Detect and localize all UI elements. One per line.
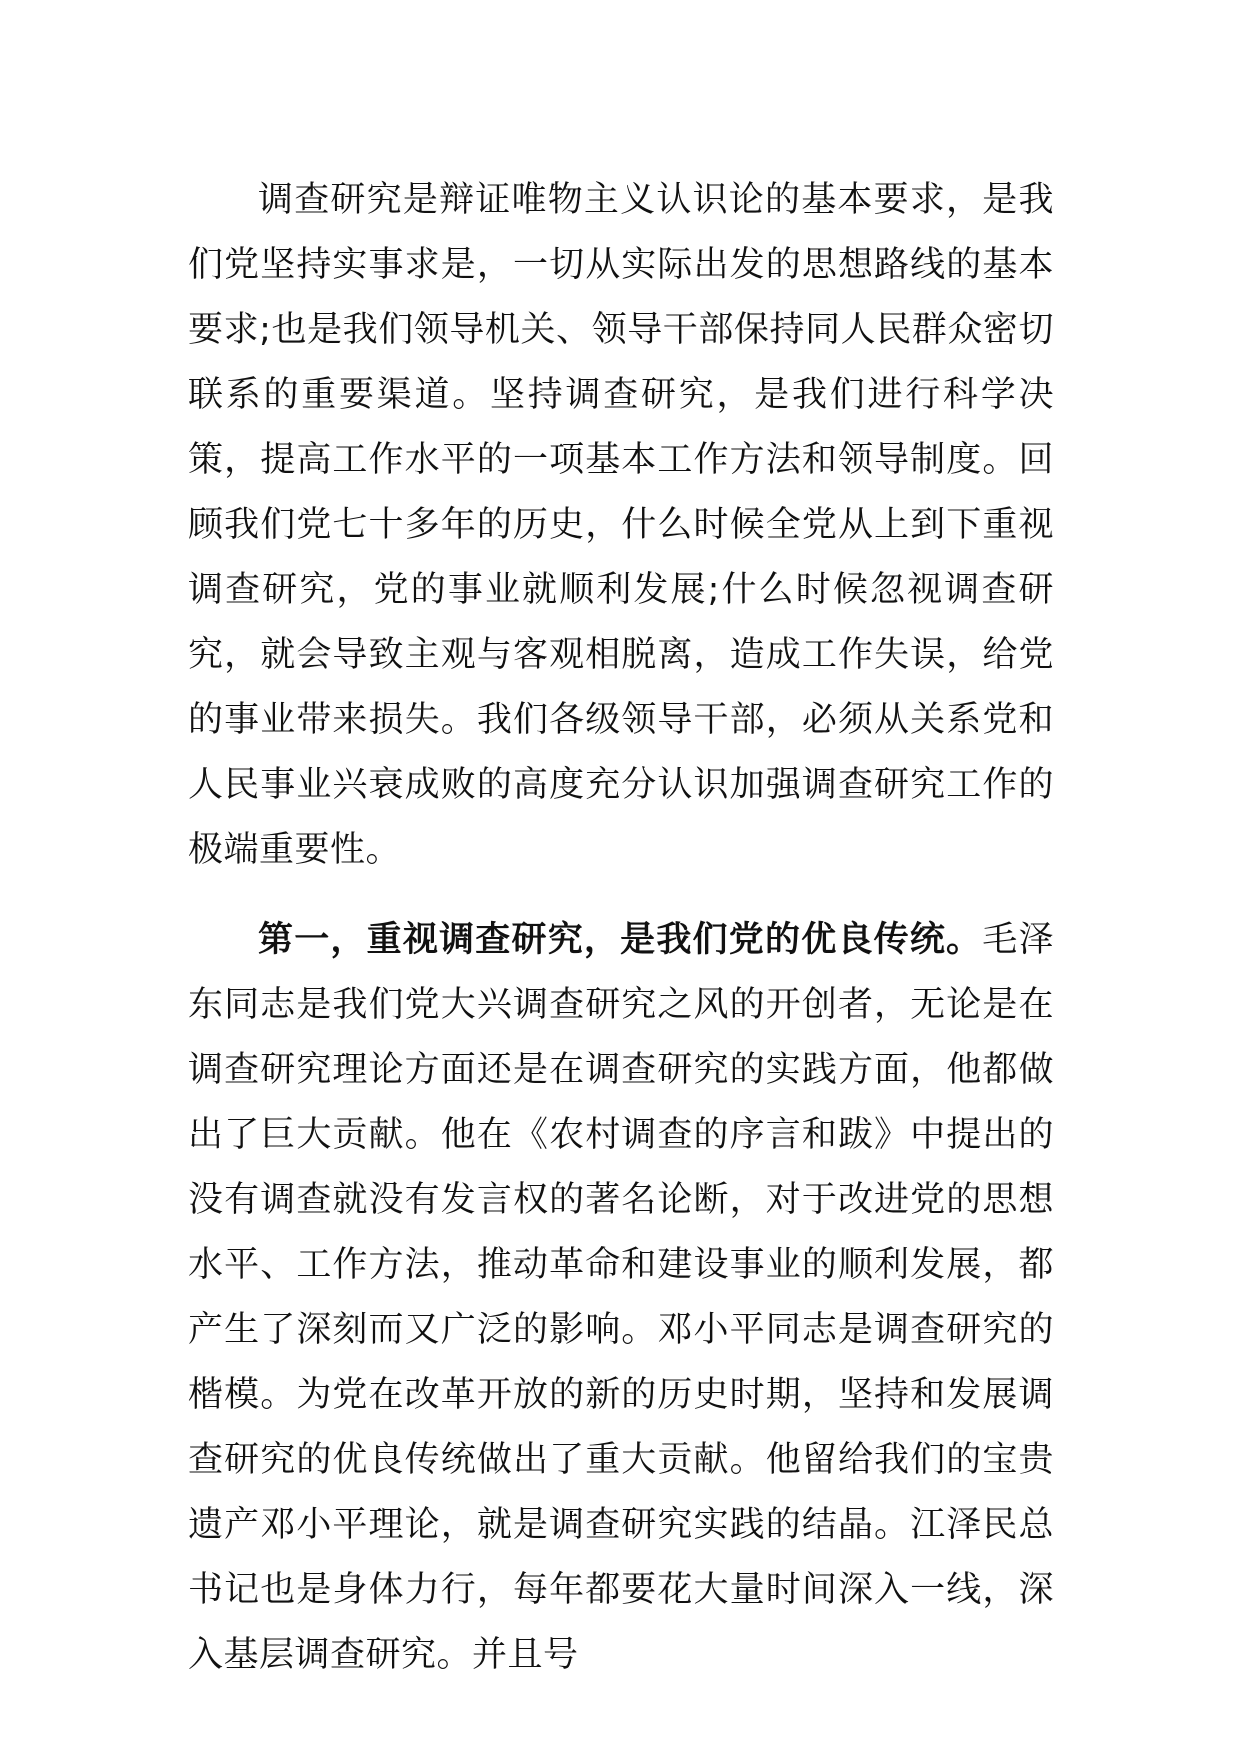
paragraph-text: 调查研究是辩证唯物主义认识论的基本要求，是我们党坚持实事求是，一切从实际出发的思想路线的基本要求;也是我们领导机关、领导干部保持同人民群众密切联系的重要渠道。坚持调查研究，是我们进行科学决策，提高工作水平的一项基本工作方法和领导制度。回顾我们党七十多年的历史，什么时候全党从上到下重视调查研究，党的事业就顺利发展;什么时候忽视调查研究，就会导致主观与客观相脱离，造成工作失误，给党的事业带来损失。我们各级领导干部，必须从关系党和人民事业兴衰成败的高度充分认识加强调查研究工作的极端重要性。 — [188, 180, 1054, 870]
paragraph-lead: 第一，重视调查研究，是我们党的优良传统。 — [258, 920, 983, 960]
paragraph-text: 毛泽东同志是我们党大兴调查研究之风的开创者，无论是在调查研究理论方面还是在调查研究的实践方面，他都做出了巨大贡献。他在《农村调查的序言和跋》中提出的没有调查就没有发言权的著名论断，对于改进党的思想水平、工作方法，推动革命和建设事业的顺利发展，都产生了深刻而又广泛的影响。邓小平同志是调查研究的楷模。为党在改革开放的新的历史时期，坚持和发展调查研究的优良传统做出了重大贡献。他留给我们的宝贵遗产邓小平理论，就是调查研究实践的结晶。江泽民总书记也是身体力行，每年都要花大量时间深入一线，深入基层调查研究。并且号 — [188, 920, 1054, 1675]
document-body — [188, 168, 1054, 1688]
paragraph-first-point — [188, 908, 1054, 1688]
paragraph-intro — [188, 168, 1054, 883]
